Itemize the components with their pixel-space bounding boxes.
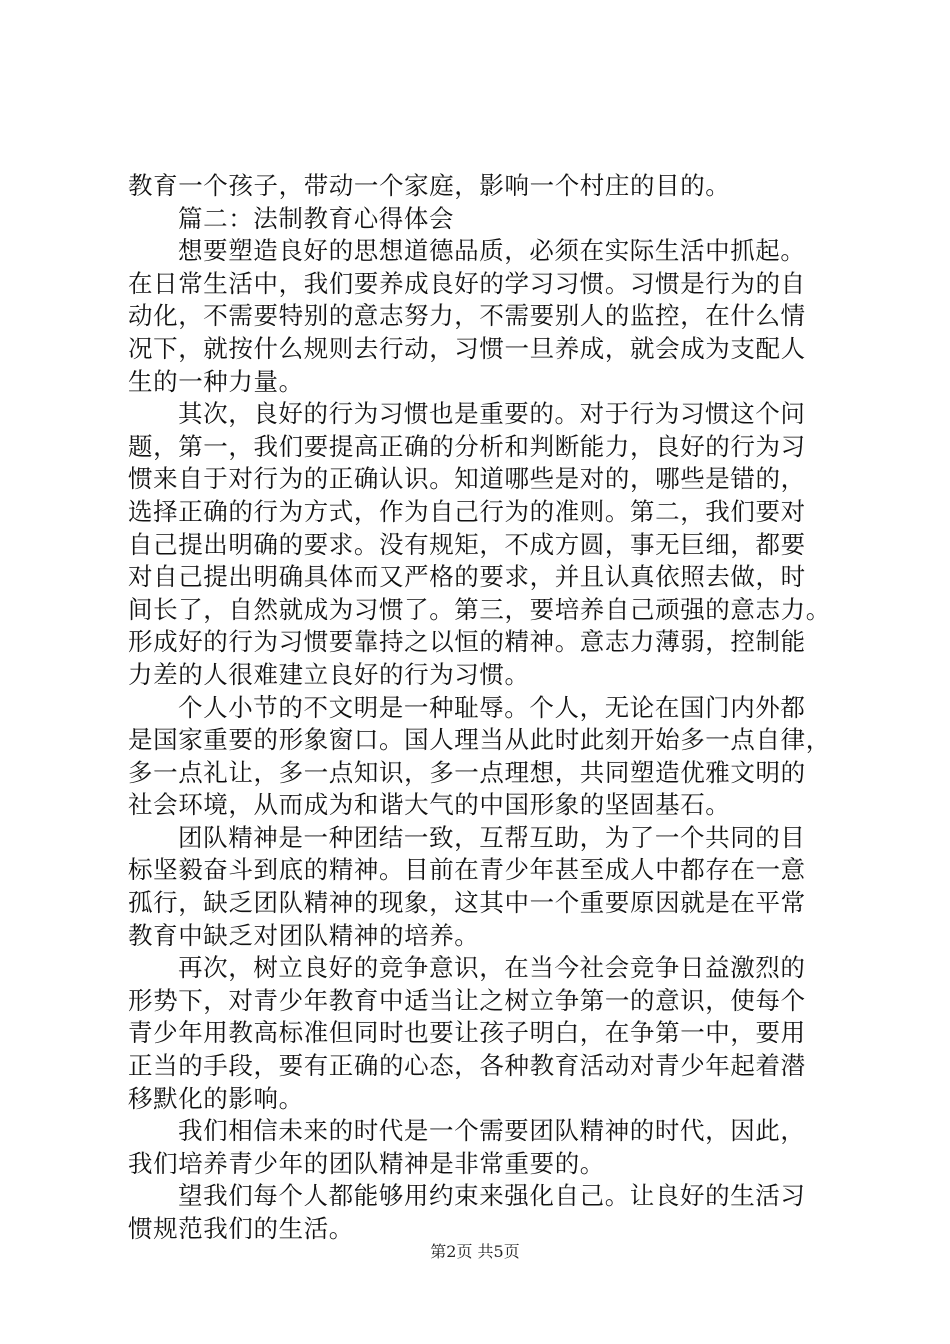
- text-line: 形势下，对青少年教育中适当让之树立争第一的意识，使每个: [128, 985, 806, 1015]
- text-line: 团队精神是一种团结一致，互帮互助，为了一个共同的目: [178, 822, 806, 852]
- text-line: 选择正确的行为方式，作为自己行为的准则。第二，我们要对: [128, 496, 806, 526]
- text-line: 个人小节的不文明是一种耻辱。个人，无论在国门内外都: [178, 692, 806, 722]
- text-line: 其次，良好的行为习惯也是重要的。对于行为习惯这个问: [178, 399, 806, 429]
- text-line: 青少年用教高标准但同时也要让孩子明白，在争第一中，要用: [128, 1018, 806, 1048]
- text-line: 我们相信未来的时代是一个需要团队精神的时代，因此，: [178, 1116, 806, 1146]
- text-line: 想要塑造良好的思想道德品质，必须在实际生活中抓起。: [178, 236, 806, 266]
- text-line: 孤行，缺乏团队精神的现象，这其中一个重要原因就是在平常: [128, 888, 806, 918]
- text-line: 再次，树立良好的竞争意识，在当今社会竞争日益激烈的: [178, 953, 806, 983]
- text-line: 自己提出明确的要求。没有规矩，不成方圆，事无巨细，都要: [128, 529, 806, 559]
- document-body: [128, 170, 831, 1246]
- text-line: 对自己提出明确具体而又严格的要求，并且认真依照去做，时: [128, 562, 806, 592]
- text-line: 移默化的影响。: [128, 1083, 304, 1113]
- text-line: 我们培养青少年的团队精神是非常重要的。: [128, 1148, 605, 1178]
- page-number-footer: 第2页 共5页: [430, 1242, 520, 1261]
- section-heading: 篇二：法制教育心得体会: [178, 203, 455, 233]
- text-line: 望我们每个人都能够用约束来强化自己。让良好的生活习: [178, 1181, 806, 1211]
- text-line: 力差的人很难建立良好的行为习惯。: [128, 659, 530, 689]
- text-line: 题，第一，我们要提高正确的分析和判断能力，良好的行为习: [128, 431, 806, 461]
- text-line: 惯来自于对行为的正确认识。知道哪些是对的，哪些是错的，: [128, 464, 806, 494]
- text-line: 动化，不需要特别的意志努力，不需要别人的监控，在什么情: [128, 301, 806, 331]
- text-line: 间长了，自然就成为习惯了。第三，要培养自己顽强的意志力。: [128, 594, 831, 624]
- text-line: 标坚毅奋斗到底的精神。目前在青少年甚至成人中都存在一意: [128, 855, 806, 885]
- text-line: 况下，就按什么规则去行动，习惯一旦养成，就会成为支配人: [128, 333, 806, 363]
- text-line: 教育一个孩子，带动一个家庭，影响一个村庄的目的。: [128, 171, 731, 200]
- text-line: 惯规范我们的生活。: [128, 1214, 354, 1243]
- text-line: 正当的手段，要有正确的心态，各种教育活动对青少年起着潜: [128, 1051, 806, 1081]
- text-line: 生的一种力量。: [128, 366, 304, 396]
- text-line: 教育中缺乏对团队精神的培养。: [128, 920, 480, 950]
- text-line: 社会环境，从而成为和谐大气的中国形象的坚固基石。: [128, 790, 731, 820]
- text-line: 形成好的行为习惯要靠持之以恒的精神。意志力薄弱，控制能: [128, 627, 806, 657]
- text-line: 在日常生活中，我们要养成良好的学习习惯。习惯是行为的自: [128, 268, 806, 298]
- text-line: 多一点礼让，多一点知识，多一点理想，共同塑造优雅文明的: [128, 757, 806, 787]
- text-line: 是国家重要的形象窗口。国人理当从此时此刻开始多一点自律，: [128, 725, 831, 755]
